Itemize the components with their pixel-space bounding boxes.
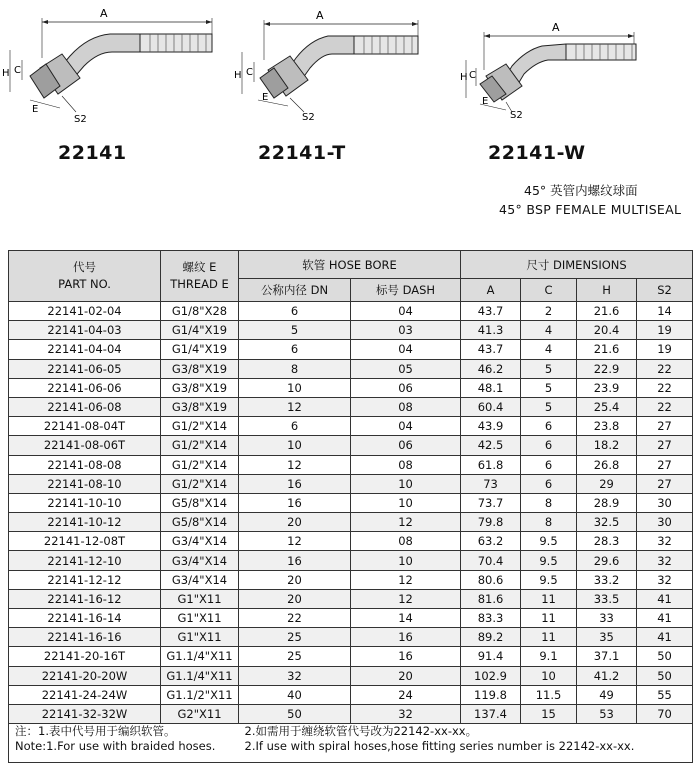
- cell-thread: G3/4"X14: [161, 551, 239, 570]
- cell-dn: 5: [239, 321, 351, 340]
- header-h: H: [577, 279, 637, 302]
- table-row: [9, 609, 693, 628]
- cell-h: 35: [577, 628, 637, 647]
- table-row: [9, 417, 693, 436]
- cell-h: 37.1: [577, 647, 637, 666]
- cell-part-no: 22141-20-16T: [9, 647, 161, 666]
- header-part-no-en: PART NO.: [58, 277, 111, 291]
- cell-thread: G3/8"X19: [161, 378, 239, 397]
- cell-a: 119.8: [461, 685, 521, 704]
- cell-c: 6: [521, 417, 577, 436]
- cell-thread: G2"X11: [161, 704, 239, 723]
- dim-a-label: A: [100, 7, 108, 20]
- cell-dn: 20: [239, 570, 351, 589]
- cell-s2: 41: [637, 589, 693, 608]
- cell-dn: 20: [239, 513, 351, 532]
- cell-a: 70.4: [461, 551, 521, 570]
- dim-c-label: C: [469, 70, 476, 81]
- note-2: [239, 724, 693, 763]
- cell-s2: 30: [637, 513, 693, 532]
- cell-h: 21.6: [577, 302, 637, 321]
- dim-e-label: E: [482, 96, 489, 107]
- cell-h: 32.5: [577, 513, 637, 532]
- cell-dn: 6: [239, 417, 351, 436]
- cell-s2: 70: [637, 704, 693, 723]
- table-row: [9, 685, 693, 704]
- cell-c: 8: [521, 493, 577, 512]
- cell-dn: 50: [239, 704, 351, 723]
- table-row: [9, 704, 693, 723]
- table-row: [9, 302, 693, 321]
- dim-c-label: C: [246, 67, 253, 78]
- note-1-en: Note:1.For use with braided hoses.: [15, 739, 216, 754]
- cell-c: 15: [521, 704, 577, 723]
- cell-thread: G1/4"X19: [161, 321, 239, 340]
- model-label-22141-w: 22141-W: [488, 142, 586, 164]
- cell-part-no: 22141-16-16: [9, 628, 161, 647]
- table-body: [9, 302, 693, 724]
- dim-s2-label: S2: [510, 110, 523, 121]
- cell-s2: 27: [637, 436, 693, 455]
- cell-a: 80.6: [461, 570, 521, 589]
- table-row: [9, 321, 693, 340]
- cell-s2: 41: [637, 609, 693, 628]
- cell-dash: 16: [351, 647, 461, 666]
- cell-dash: 14: [351, 609, 461, 628]
- cell-h: 29.6: [577, 551, 637, 570]
- cell-h: 22.9: [577, 359, 637, 378]
- cell-dash: 20: [351, 666, 461, 685]
- cell-dn: 16: [239, 474, 351, 493]
- cell-s2: 27: [637, 455, 693, 474]
- cell-c: 9.5: [521, 551, 577, 570]
- header-part-no-cn: 代号: [73, 260, 96, 274]
- cell-c: 5: [521, 397, 577, 416]
- cell-part-no: 22141-08-04T: [9, 417, 161, 436]
- cell-dn: 40: [239, 685, 351, 704]
- cell-part-no: 22141-04-04: [9, 340, 161, 359]
- model-label-22141: 22141: [58, 142, 127, 164]
- dim-s2-label: S2: [302, 112, 315, 123]
- cell-s2: 19: [637, 340, 693, 359]
- cell-dn: 10: [239, 436, 351, 455]
- drawing-22141-w: [462, 0, 698, 140]
- table-row: [9, 359, 693, 378]
- cell-thread: G1"X11: [161, 589, 239, 608]
- dim-h-label: H: [2, 68, 10, 79]
- cell-dash: 08: [351, 397, 461, 416]
- fitting-drawing-22141-t: [232, 0, 462, 140]
- cell-s2: 14: [637, 302, 693, 321]
- cell-part-no: 22141-16-12: [9, 589, 161, 608]
- cell-part-no: 22141-20-20W: [9, 666, 161, 685]
- cell-thread: G3/8"X19: [161, 359, 239, 378]
- cell-part-no: 22141-24-24W: [9, 685, 161, 704]
- dim-a-label: A: [552, 21, 560, 34]
- drawing-22141-t: [232, 0, 462, 140]
- cell-dn: 22: [239, 609, 351, 628]
- cell-thread: G1/2"X14: [161, 417, 239, 436]
- table-row: [9, 493, 693, 512]
- cell-part-no: 22141-06-05: [9, 359, 161, 378]
- cell-dn: 6: [239, 302, 351, 321]
- cell-a: 73.7: [461, 493, 521, 512]
- drawing-22141: [0, 0, 230, 140]
- cell-thread: G1.1/2"X11: [161, 685, 239, 704]
- cell-h: 53: [577, 704, 637, 723]
- table-row: [9, 397, 693, 416]
- cell-dn: 12: [239, 455, 351, 474]
- cell-thread: G3/4"X14: [161, 532, 239, 551]
- cell-s2: 22: [637, 378, 693, 397]
- cell-part-no: 22141-08-06T: [9, 436, 161, 455]
- cell-thread: G1/2"X14: [161, 455, 239, 474]
- cell-thread: G1.1/4"X11: [161, 666, 239, 685]
- cell-a: 81.6: [461, 589, 521, 608]
- cell-s2: 30: [637, 493, 693, 512]
- cell-c: 2: [521, 302, 577, 321]
- cell-s2: 22: [637, 397, 693, 416]
- cell-c: 4: [521, 321, 577, 340]
- cell-dash: 06: [351, 378, 461, 397]
- cell-s2: 55: [637, 685, 693, 704]
- cell-dash: 10: [351, 474, 461, 493]
- cell-h: 23.9: [577, 378, 637, 397]
- cell-dash: 12: [351, 589, 461, 608]
- cell-part-no: 22141-04-03: [9, 321, 161, 340]
- table-row: [9, 532, 693, 551]
- cell-dash: 06: [351, 436, 461, 455]
- cell-dn: 10: [239, 378, 351, 397]
- cell-h: 26.8: [577, 455, 637, 474]
- cell-a: 48.1: [461, 378, 521, 397]
- cell-h: 28.9: [577, 493, 637, 512]
- cell-s2: 19: [637, 321, 693, 340]
- notes-row: [9, 724, 693, 763]
- cell-dash: 04: [351, 340, 461, 359]
- dim-e-label: E: [262, 92, 269, 103]
- cell-a: 43.9: [461, 417, 521, 436]
- cell-a: 61.8: [461, 455, 521, 474]
- cell-part-no: 22141-32-32W: [9, 704, 161, 723]
- cell-thread: G5/8"X14: [161, 493, 239, 512]
- fitting-drawing-22141-w: [462, 0, 698, 140]
- table-row: [9, 570, 693, 589]
- fitting-drawing-22141: [0, 0, 230, 140]
- header-hose-bore: 软管 HOSE BORE: [239, 251, 461, 279]
- table-row: [9, 647, 693, 666]
- spec-table: [8, 250, 693, 763]
- cell-thread: G1/8"X28: [161, 302, 239, 321]
- cell-a: 63.2: [461, 532, 521, 551]
- cell-s2: 27: [637, 474, 693, 493]
- cell-dn: 12: [239, 397, 351, 416]
- cell-dn: 16: [239, 493, 351, 512]
- cell-s2: 32: [637, 570, 693, 589]
- header-thread-cn: 螺纹 E: [182, 260, 217, 274]
- model-label-22141-t: 22141-T: [258, 142, 346, 164]
- cell-dash: 04: [351, 302, 461, 321]
- cell-dash: 04: [351, 417, 461, 436]
- cell-s2: 27: [637, 417, 693, 436]
- cell-c: 8: [521, 513, 577, 532]
- cell-dn: 25: [239, 628, 351, 647]
- table-row: [9, 589, 693, 608]
- cell-dn: 25: [239, 647, 351, 666]
- header-dimensions: 尺寸 DIMENSIONS: [461, 251, 693, 279]
- cell-a: 43.7: [461, 302, 521, 321]
- cell-a: 91.4: [461, 647, 521, 666]
- cell-h: 41.2: [577, 666, 637, 685]
- cell-dash: 24: [351, 685, 461, 704]
- cell-part-no: 22141-10-12: [9, 513, 161, 532]
- header-dash: 标号 DASH: [351, 279, 461, 302]
- cell-dash: 12: [351, 513, 461, 532]
- cell-a: 42.5: [461, 436, 521, 455]
- table-row: [9, 666, 693, 685]
- cell-part-no: 22141-02-04: [9, 302, 161, 321]
- dim-c-label: C: [14, 65, 21, 76]
- cell-thread: G1"X11: [161, 609, 239, 628]
- cell-c: 9.5: [521, 532, 577, 551]
- cell-thread: G3/8"X19: [161, 397, 239, 416]
- cell-a: 46.2: [461, 359, 521, 378]
- table-row: [9, 513, 693, 532]
- cell-dash: 03: [351, 321, 461, 340]
- cell-dash: 10: [351, 551, 461, 570]
- cell-dn: 8: [239, 359, 351, 378]
- cell-part-no: 22141-10-10: [9, 493, 161, 512]
- header-dn: 公称内径 DN: [239, 279, 351, 302]
- cell-dash: 10: [351, 493, 461, 512]
- dim-e-label: E: [32, 104, 39, 115]
- cell-a: 43.7: [461, 340, 521, 359]
- cell-c: 11: [521, 589, 577, 608]
- dim-a-label: A: [316, 9, 324, 22]
- cell-dn: 20: [239, 589, 351, 608]
- cell-s2: 41: [637, 628, 693, 647]
- subtitle-en: 45° BSP FEMALE MULTISEAL: [499, 202, 682, 217]
- cell-a: 89.2: [461, 628, 521, 647]
- cell-h: 23.8: [577, 417, 637, 436]
- cell-dn: 12: [239, 532, 351, 551]
- table-row: [9, 474, 693, 493]
- cell-c: 4: [521, 340, 577, 359]
- cell-dn: 32: [239, 666, 351, 685]
- table-row: [9, 436, 693, 455]
- cell-c: 6: [521, 474, 577, 493]
- cell-part-no: 22141-08-10: [9, 474, 161, 493]
- table-row: [9, 455, 693, 474]
- cell-a: 102.9: [461, 666, 521, 685]
- dim-h-label: H: [234, 70, 242, 81]
- cell-h: 33.2: [577, 570, 637, 589]
- cell-dn: 16: [239, 551, 351, 570]
- cell-h: 20.4: [577, 321, 637, 340]
- cell-c: 5: [521, 378, 577, 397]
- dim-s2-label: S2: [74, 114, 87, 125]
- cell-h: 29: [577, 474, 637, 493]
- cell-a: 79.8: [461, 513, 521, 532]
- header-part-no: [9, 251, 161, 302]
- cell-h: 33.5: [577, 589, 637, 608]
- cell-c: 11.5: [521, 685, 577, 704]
- cell-c: 6: [521, 455, 577, 474]
- cell-s2: 50: [637, 666, 693, 685]
- cell-part-no: 22141-12-08T: [9, 532, 161, 551]
- cell-c: 6: [521, 436, 577, 455]
- cell-thread: G1/2"X14: [161, 474, 239, 493]
- cell-c: 11: [521, 628, 577, 647]
- header-thread: [161, 251, 239, 302]
- note-1-cn: 注：1.表中代号用于编织软管。: [15, 724, 176, 739]
- cell-dash: 32: [351, 704, 461, 723]
- cell-thread: G1.1/4"X11: [161, 647, 239, 666]
- cell-h: 18.2: [577, 436, 637, 455]
- table-row: [9, 378, 693, 397]
- cell-c: 10: [521, 666, 577, 685]
- cell-a: 83.3: [461, 609, 521, 628]
- cell-a: 137.4: [461, 704, 521, 723]
- cell-c: 5: [521, 359, 577, 378]
- note-2-cn: 2.如需用于缠绕软管代号改为22142-xx-xx。: [244, 724, 478, 739]
- cell-s2: 32: [637, 551, 693, 570]
- cell-part-no: 22141-12-12: [9, 570, 161, 589]
- subtitle-cn: 45° 英管内螺纹球面: [524, 183, 638, 198]
- cell-h: 25.4: [577, 397, 637, 416]
- cell-part-no: 22141-12-10: [9, 551, 161, 570]
- cell-h: 49: [577, 685, 637, 704]
- cell-c: 9.1: [521, 647, 577, 666]
- header-s2: S2: [637, 279, 693, 302]
- cell-thread: G5/8"X14: [161, 513, 239, 532]
- cell-s2: 50: [637, 647, 693, 666]
- cell-part-no: 22141-08-08: [9, 455, 161, 474]
- header-thread-en: THREAD E: [170, 277, 229, 291]
- drawings-area: [0, 0, 700, 245]
- table-row: [9, 628, 693, 647]
- cell-thread: G1"X11: [161, 628, 239, 647]
- cell-dash: 16: [351, 628, 461, 647]
- cell-h: 33: [577, 609, 637, 628]
- header-c: C: [521, 279, 577, 302]
- note-1: [9, 724, 239, 763]
- cell-dash: 08: [351, 455, 461, 474]
- cell-c: 11: [521, 609, 577, 628]
- cell-dash: 12: [351, 570, 461, 589]
- note-2-en: 2.If use with spiral hoses,hose fitting series number is 22142-xx-xx.: [244, 739, 635, 754]
- cell-dash: 08: [351, 532, 461, 551]
- cell-part-no: 22141-06-06: [9, 378, 161, 397]
- dim-h-label: H: [460, 72, 468, 83]
- table-row: [9, 551, 693, 570]
- cell-s2: 22: [637, 359, 693, 378]
- cell-dash: 05: [351, 359, 461, 378]
- cell-part-no: 22141-06-08: [9, 397, 161, 416]
- cell-s2: 32: [637, 532, 693, 551]
- cell-h: 28.3: [577, 532, 637, 551]
- cell-a: 60.4: [461, 397, 521, 416]
- cell-dn: 6: [239, 340, 351, 359]
- cell-thread: G1/2"X14: [161, 436, 239, 455]
- cell-a: 41.3: [461, 321, 521, 340]
- cell-part-no: 22141-16-14: [9, 609, 161, 628]
- cell-a: 73: [461, 474, 521, 493]
- cell-thread: G3/4"X14: [161, 570, 239, 589]
- table-row: [9, 340, 693, 359]
- header-a: A: [461, 279, 521, 302]
- cell-c: 9.5: [521, 570, 577, 589]
- cell-h: 21.6: [577, 340, 637, 359]
- cell-thread: G1/4"X19: [161, 340, 239, 359]
